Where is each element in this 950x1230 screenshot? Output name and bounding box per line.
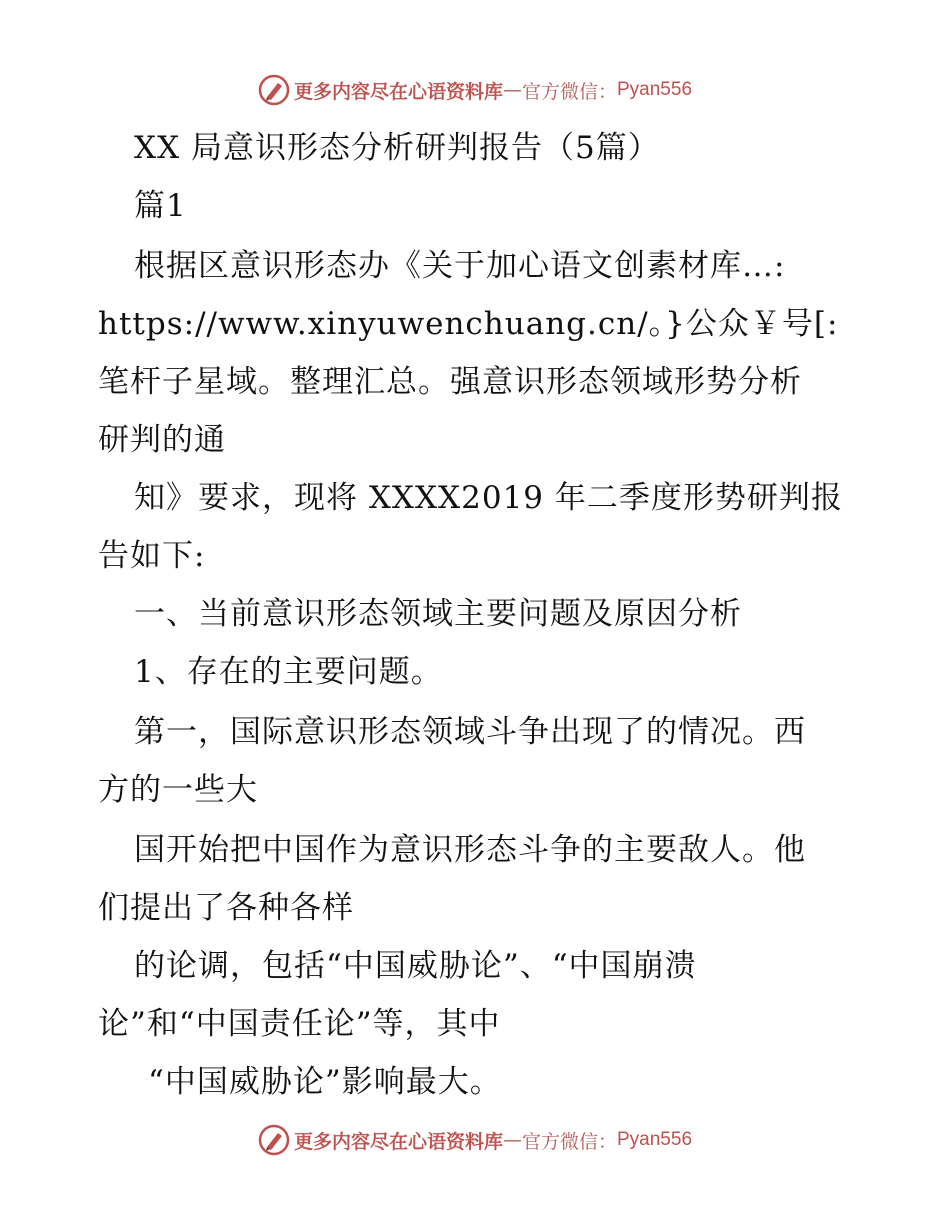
footer-banner <box>0 1120 950 1160</box>
banner-slogan: 更多内容尽在心语资料库 <box>293 1130 503 1153</box>
banner-wechat-id: Pyan556 <box>617 1129 693 1150</box>
paragraph-line: 告如下: <box>98 538 206 574</box>
paragraph-line: 笔杆子星域。整理汇总。强意识形态领域形势分析 <box>98 364 802 400</box>
subheading-line: 1、存在的主要问题。 <box>134 654 443 690</box>
pen-logo-icon <box>258 74 290 106</box>
banner-separator: — <box>502 1129 522 1151</box>
paragraph-line: “中国威胁论”影响最大。 <box>148 1064 502 1100</box>
paragraph-line: 方的一些大 <box>98 772 258 808</box>
document-title: XX 局意识形态分析研判报告（5篇） <box>134 130 660 166</box>
paragraph-line: 的论调，包括“中国威胁论”、“中国崩溃 <box>134 948 697 984</box>
paragraph-line: 第一，国际意识形态领域斗争出现了的情况。西 <box>134 714 806 750</box>
paragraph-line: 知》要求，现将 XXXX2019 年二季度形势研判报 <box>134 480 843 516</box>
pen-logo-icon <box>258 1124 290 1156</box>
paragraph-line: 们提出了各种各样 <box>98 890 354 926</box>
heading-line: 一、当前意识形态领域主要问题及原因分析 <box>134 596 742 632</box>
banner-slogan: 更多内容尽在心语资料库 <box>293 80 503 103</box>
section-heading: 篇1 <box>134 188 187 224</box>
paragraph-line: 研判的通 <box>98 422 226 458</box>
banner-wechat-label: 官方微信： <box>521 1130 617 1153</box>
paragraph-line: 根据区意识形态办《关于加心语文创素材库…: <box>134 248 786 284</box>
paragraph-line: https://www.xinyuwenchuang.cn/。}公众￥号[: <box>98 306 839 342</box>
banner-wechat-label: 官方微信： <box>521 80 617 103</box>
header-banner <box>0 70 950 110</box>
banner-wechat-id: Pyan556 <box>617 79 693 100</box>
paragraph-line: 论”和“中国责任论”等，其中 <box>98 1006 501 1042</box>
paragraph-line: 国开始把中国作为意识形态斗争的主要敌人。他 <box>134 832 806 868</box>
banner-separator: — <box>502 79 522 101</box>
